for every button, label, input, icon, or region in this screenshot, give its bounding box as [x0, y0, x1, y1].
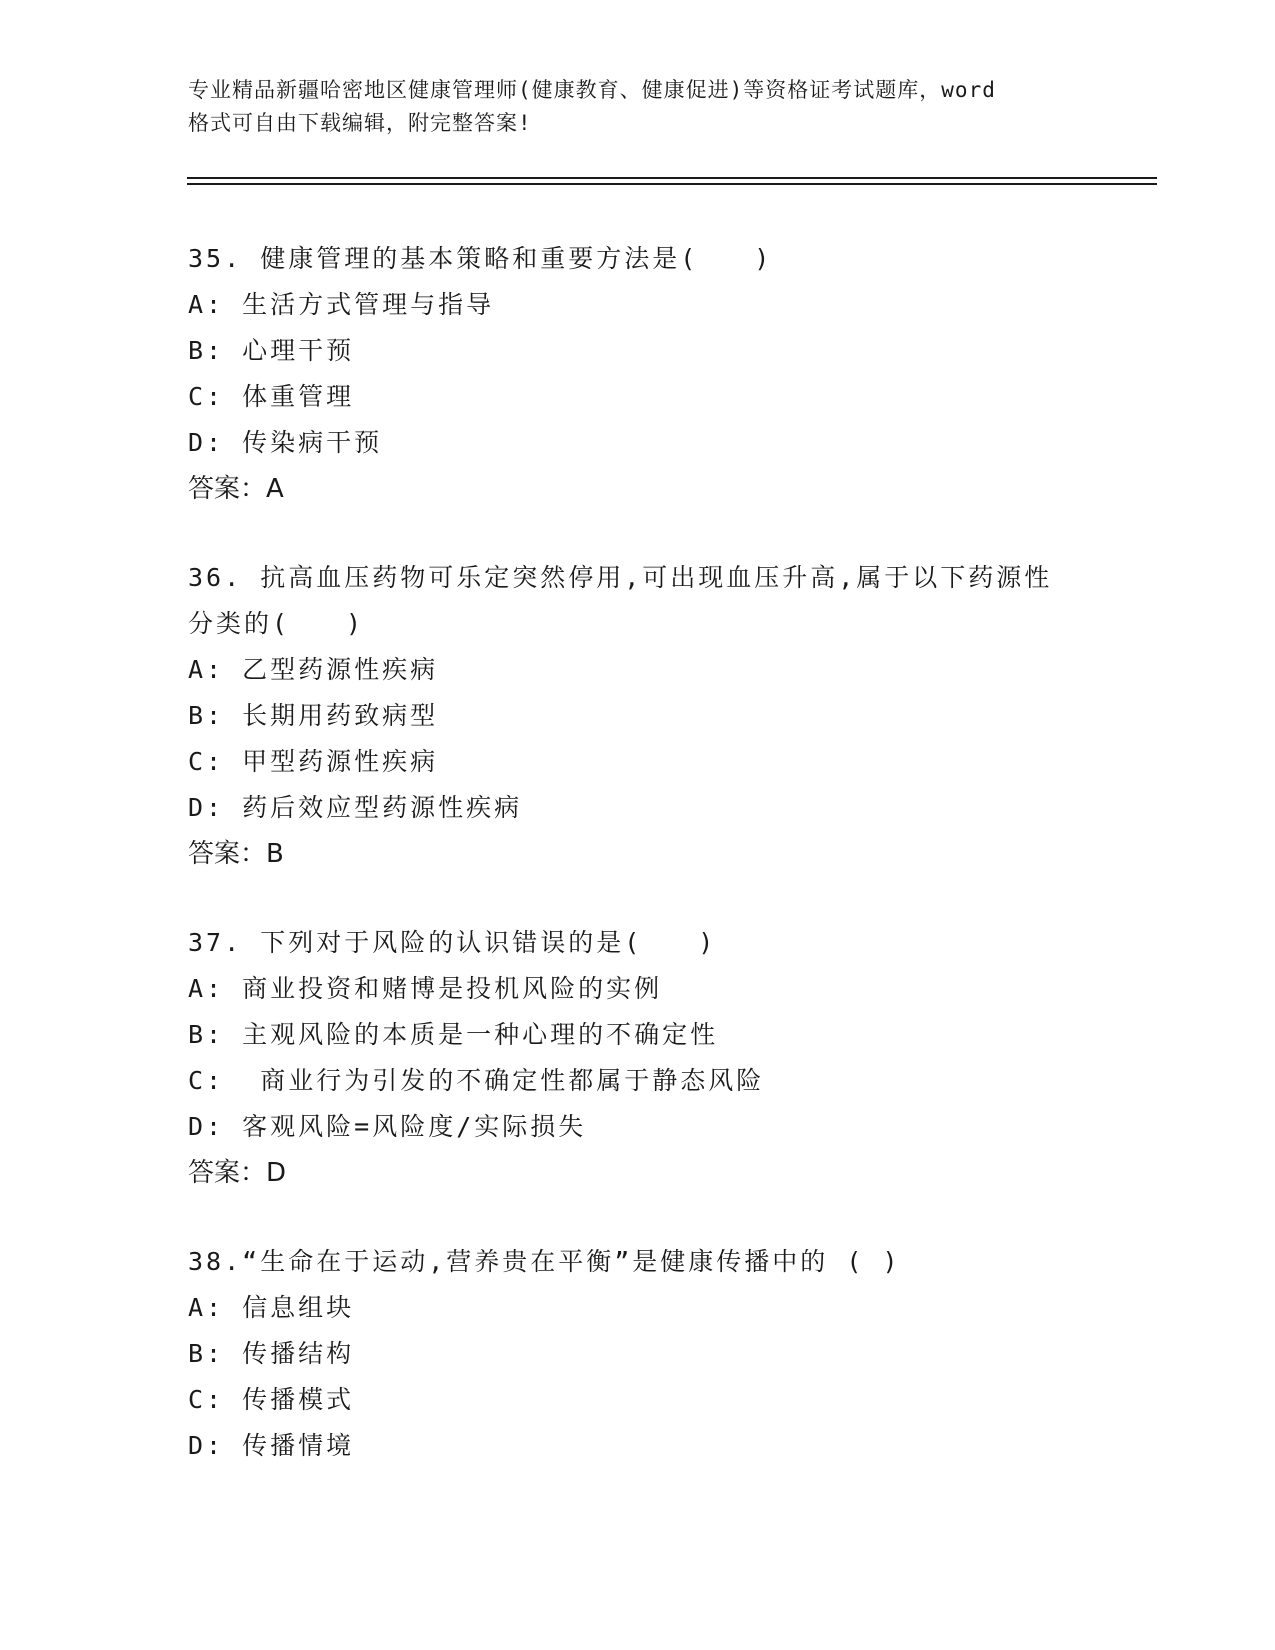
- question-37: [188, 920, 1138, 1196]
- option-c: C: 商业行为引发的不确定性都属于静态风险: [188, 1066, 765, 1095]
- option-d: D: 传染病干预: [188, 428, 383, 457]
- option-d: D: 传播情境: [188, 1431, 355, 1460]
- answer-label: 答案：B: [188, 839, 284, 869]
- header-line-2: 格式可自由下载编辑，附完整答案!: [188, 111, 532, 135]
- option-b: B: 传播结构: [188, 1339, 355, 1368]
- option-b: B: 主观风险的本质是一种心理的不确定性: [188, 1020, 719, 1049]
- question-stem: 35. 健康管理的基本策略和重要方法是( ): [188, 244, 773, 273]
- question-36: [188, 555, 1138, 877]
- answer-label: 答案：A: [188, 474, 284, 504]
- option-a: A: 商业投资和赌博是投机风险的实例: [188, 974, 663, 1003]
- question-stem: 36. 抗高血压药物可乐定突然停用,可出现血压升高,属于以下药源性: [188, 563, 1053, 592]
- option-a: A: 生活方式管理与指导: [188, 290, 495, 319]
- answer-label: 答案：D: [188, 1158, 287, 1188]
- document-header: [188, 74, 1108, 140]
- question-list: [188, 236, 1138, 1512]
- option-b: B: 心理干预: [188, 336, 355, 365]
- question-35: [188, 236, 1138, 512]
- question-stem: 38.“生命在于运动,营养贵在平衡”是健康传播中的 ( ): [188, 1247, 901, 1276]
- option-a: A: 乙型药源性疾病: [188, 655, 439, 684]
- header-divider-top: [187, 177, 1157, 179]
- option-a: A: 信息组块: [188, 1293, 355, 1322]
- question-stem-continuation: 分类的( ): [188, 609, 365, 638]
- header-line-1: 专业精品新疆哈密地区健康管理师(健康教育、健康促进)等资格证考试题库，word: [188, 78, 996, 102]
- option-c: C: 体重管理: [188, 382, 355, 411]
- header-divider-bottom: [187, 183, 1157, 185]
- option-d: D: 客观风险=风险度/实际损失: [188, 1112, 587, 1141]
- option-c: C: 甲型药源性疾病: [188, 747, 439, 776]
- option-d: D: 药后效应型药源性疾病: [188, 793, 523, 822]
- option-b: B: 长期用药致病型: [188, 701, 439, 730]
- question-38: [188, 1239, 1138, 1469]
- question-stem: 37. 下列对于风险的认识错误的是( ): [188, 928, 717, 957]
- option-c: C: 传播模式: [188, 1385, 355, 1414]
